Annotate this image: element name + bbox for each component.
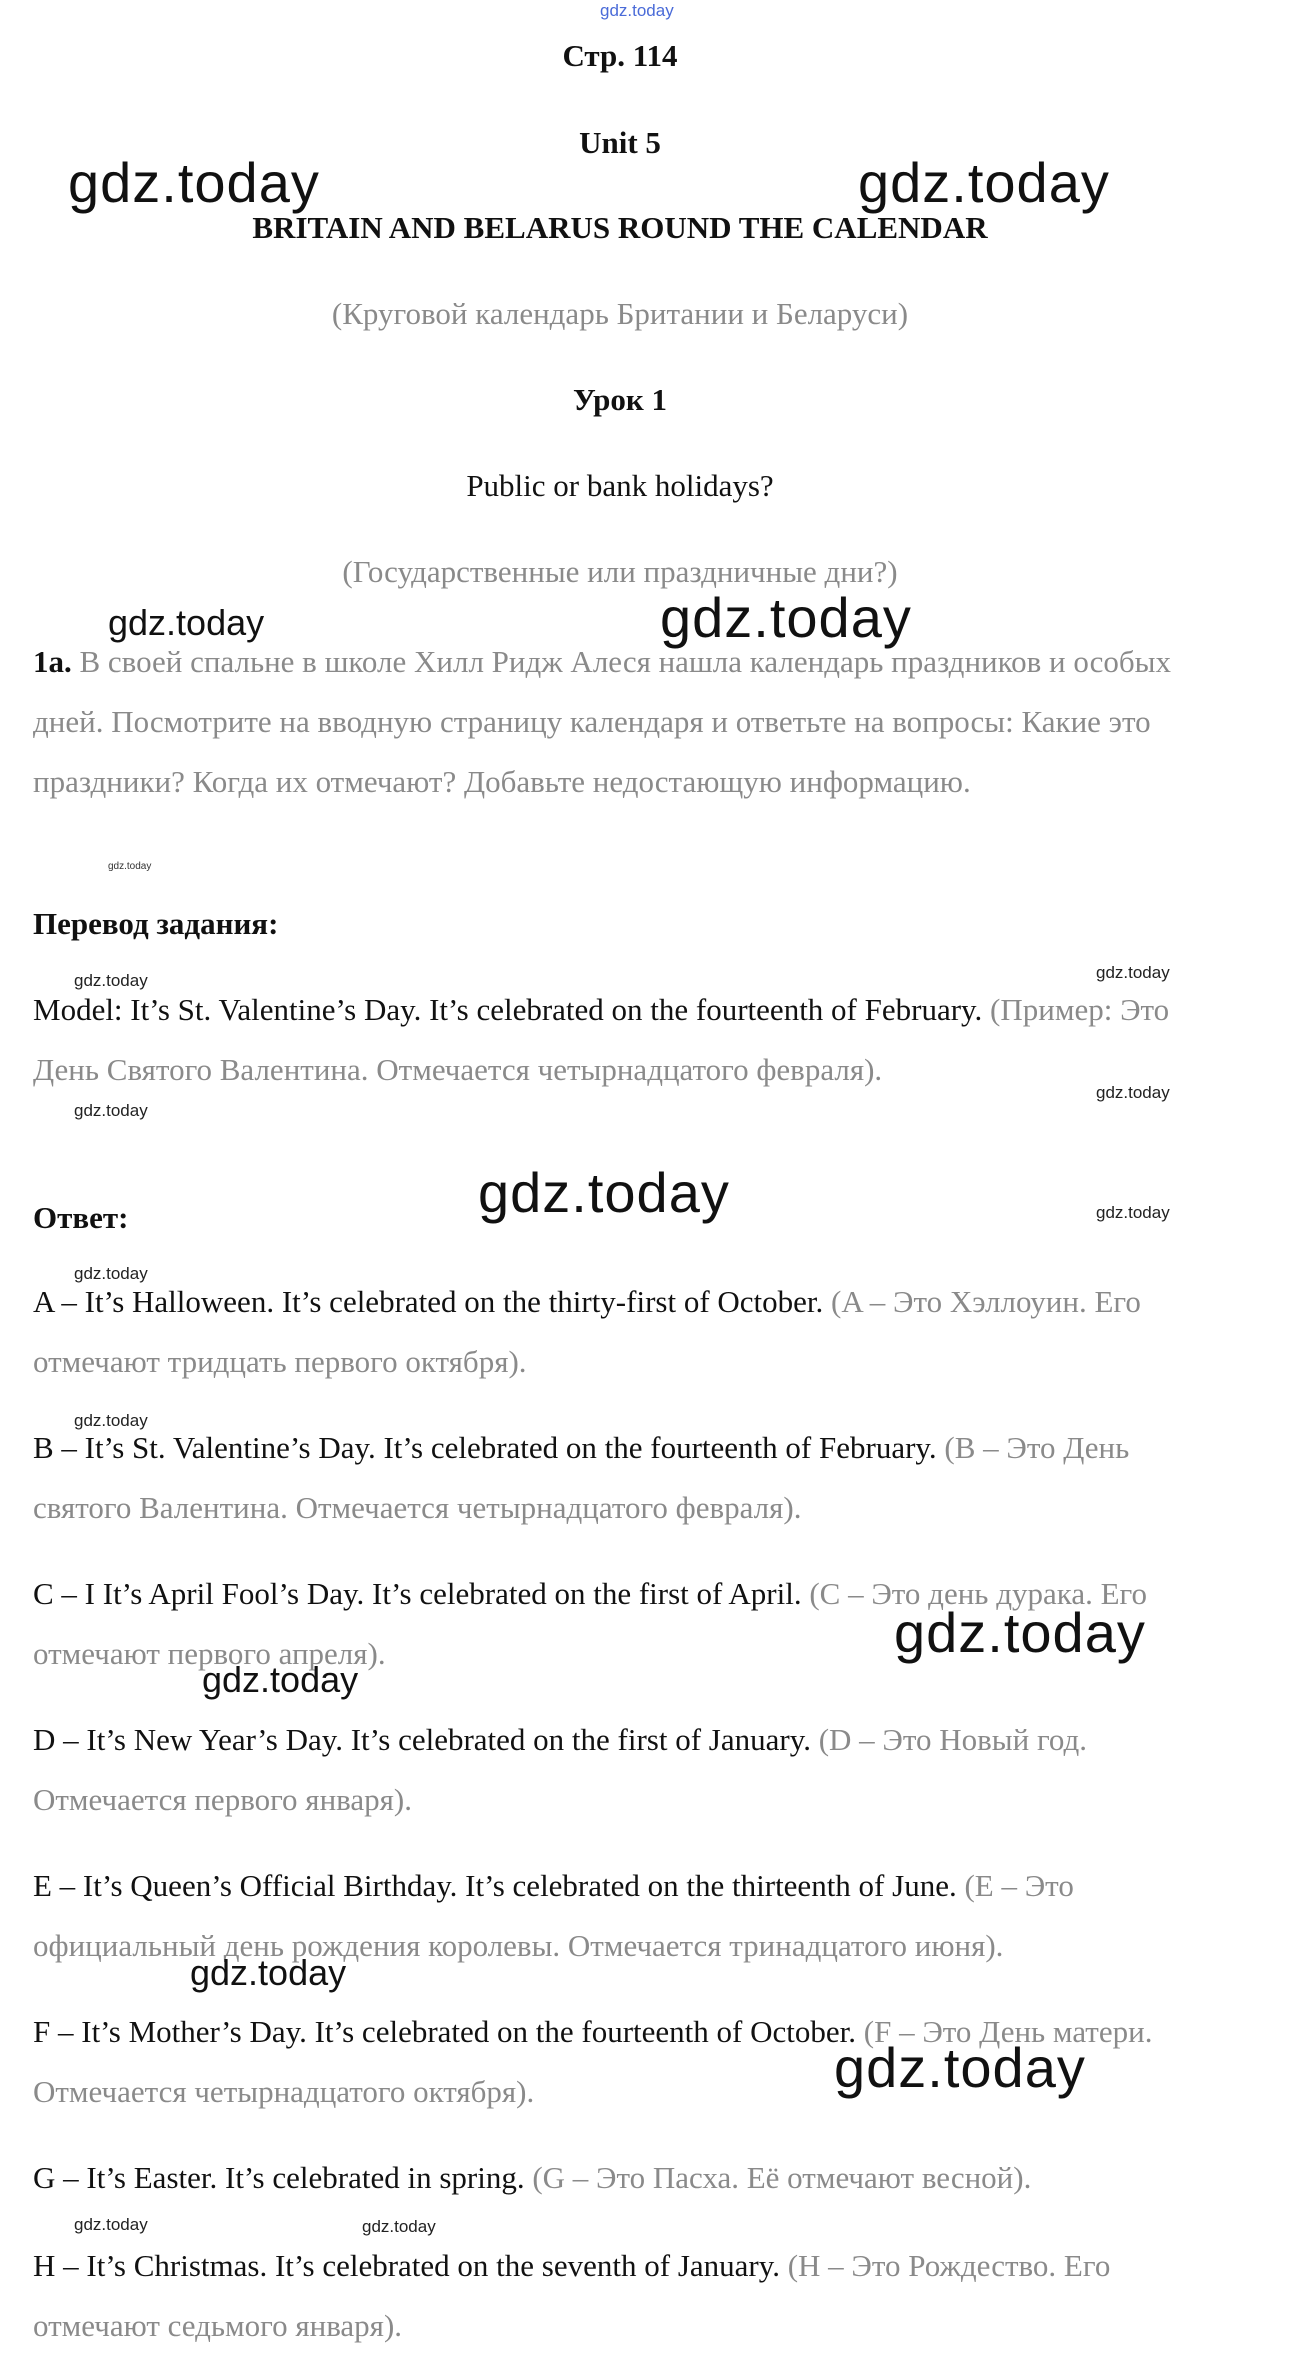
watermark: gdz.today	[74, 1101, 148, 1120]
answer-russian: (C – Это день дурака. Его отмечают первого апреля).	[33, 1576, 1147, 1671]
watermark: gdz.today	[202, 1659, 359, 1700]
answer-english: B – It’s St. Valentine’s Day. It’s celebrated on the fourteenth of February.	[33, 1430, 937, 1465]
answer-russian: (F – Это День матери. Отмечается четырнадцатого октября).	[33, 2014, 1153, 2109]
answer-item	[33, 1710, 1233, 1830]
page-number: Стр. 114	[562, 38, 678, 73]
answer-english: H – It’s Christmas. It’s celebrated on the seventh of January.	[33, 2248, 780, 2283]
lesson-subtitle: Public or bank holidays?	[466, 468, 774, 503]
unit-title: Unit 5	[579, 125, 661, 160]
model-block	[33, 980, 1233, 1100]
answer-russian: (B – Это День святого Валентина. Отмечается четырнадцатого февраля).	[33, 1430, 1130, 1525]
watermark: gdz.today	[1096, 1203, 1170, 1222]
watermark: gdz.today	[660, 586, 912, 649]
answer-russian: (E – Это официальный день рождения королевы. Отмечается тринадцатого июня).	[33, 1868, 1074, 1963]
translation-heading: Перевод задания:	[33, 906, 279, 941]
watermark: gdz.today	[108, 861, 152, 872]
watermark: gdz.today	[1096, 963, 1170, 982]
watermark: gdz.today	[74, 1264, 148, 1283]
watermark: gdz.today	[74, 971, 148, 990]
answer-russian: (G – Это Пасха. Её отмечают весной).	[532, 2160, 1032, 2195]
watermark: gdz.today	[68, 151, 320, 214]
answer-item	[33, 1418, 1233, 1538]
lesson-title: Урок 1	[572, 382, 668, 417]
watermark: gdz.today	[74, 2215, 148, 2234]
answer-russian: (D – Это Новый год. Отмечается первого января).	[33, 1722, 1088, 1817]
model-english: Model: It’s St. Valentine’s Day. It’s celebrated on the fourteenth of February.	[33, 992, 983, 1027]
watermark: gdz.today	[108, 602, 265, 643]
answer-english: A – It’s Halloween. It’s celebrated on the thirty-first of October.	[33, 1284, 824, 1319]
task-number: 1a.	[33, 644, 72, 679]
task-paragraph	[33, 632, 1233, 812]
answer-item	[33, 1272, 1233, 1392]
watermark: gdz.today	[190, 1952, 347, 1993]
watermark: gdz.today	[1096, 1083, 1170, 1102]
answer-item	[33, 2148, 1233, 2208]
watermark: gdz.today	[894, 1601, 1146, 1664]
watermark: gdz.today	[74, 1411, 148, 1430]
watermark: gdz.today	[600, 1, 674, 20]
answer-english: E – It’s Queen’s Official Birthday. It’s celebrated on the thirteenth of June.	[33, 1868, 957, 1903]
answer-item	[33, 2236, 1233, 2356]
answer-english: D – It’s New Year’s Day. It’s celebrated on the first of January.	[33, 1722, 811, 1757]
watermark: gdz.today	[478, 1161, 730, 1224]
watermark: gdz.today	[362, 2217, 436, 2236]
section-title: BRITAIN AND BELARUS ROUND THE CALENDAR	[252, 210, 988, 245]
answer-russian: (H – Это Рождество. Его отмечают седьмого января).	[33, 2248, 1111, 2343]
model-russian: (Пример: Это День Святого Валентина. Отмечается четырнадцатого февраля).	[33, 992, 1170, 1087]
answer-english: G – It’s Easter. It’s celebrated in spring.	[33, 2160, 525, 2195]
lesson-subtitle-translation: (Государственные или праздничные дни?)	[342, 554, 898, 589]
answer-english: F – It’s Mother’s Day. It’s celebrated on the fourteenth of October.	[33, 2014, 856, 2049]
section-title-translation: (Круговой календарь Британии и Беларуси)	[331, 296, 909, 331]
task-text: В своей спальне в школе Хилл Ридж Алеся нашла календарь праздников и особых дней. Посмотрите на вводную страницу календаря и ответьте на вопросы: Какие это праздники? Когда их отмечают? Добавьте недостающую информацию.	[33, 644, 1171, 799]
answer-english: C – I It’s April Fool’s Day. It’s celebrated on the first of April.	[33, 1576, 802, 1611]
answer-heading: Ответ:	[33, 1200, 129, 1235]
answer-russian: (A – Это Хэллоуин. Его отмечают тридцать первого октября).	[33, 1284, 1141, 1379]
watermark: gdz.today	[834, 2036, 1086, 2099]
watermark: gdz.today	[858, 151, 1110, 214]
